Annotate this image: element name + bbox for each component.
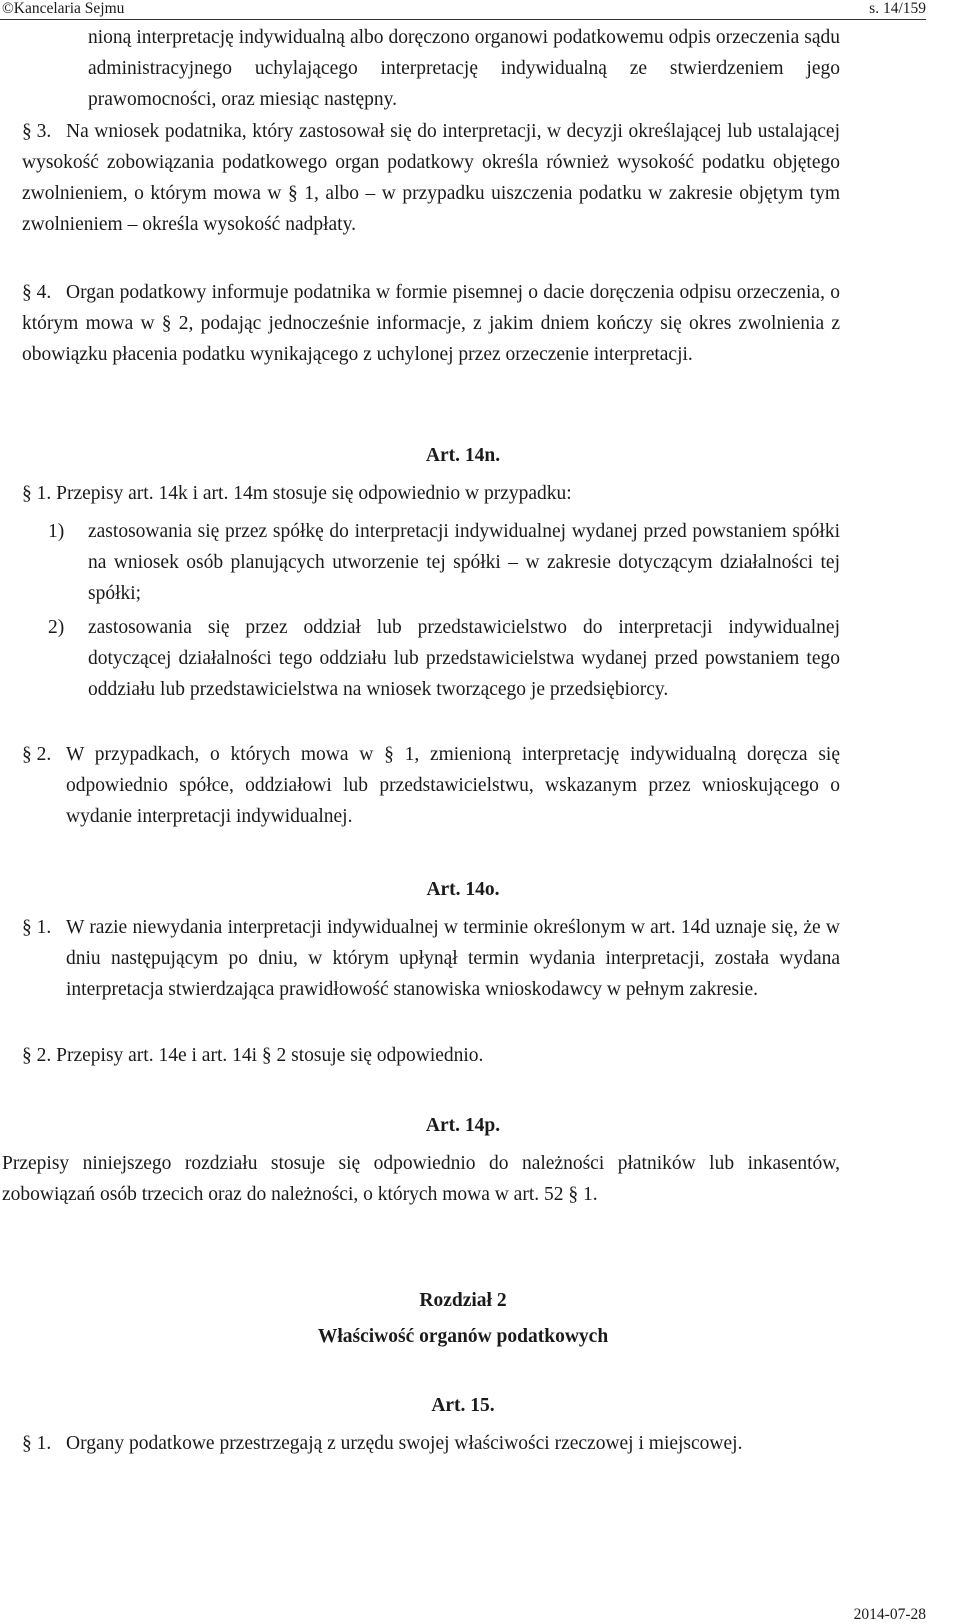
header-copyright: ©Kancelaria Sejmu (2, 0, 125, 17)
chapter-title: Właściwość organów podatkowych (317, 1326, 609, 1347)
article-14n-par1: § 1. Przepisy art. 14k i art. 14m stosuje się odpowiednio w przypadku: (22, 483, 572, 504)
article-15-title: Art. 15. (431, 1395, 495, 1416)
par4-text: Organ podatkowy informuje podatnika w formie pisemnej o dacie doręczenia odpisu orzeczenia, o którym mowa w § 2, podając jednocześnie informacje, z jakim dniem kończy się okres zwolnienia z obowiązku płacenia podatku wynikającego z uchylonej przez orzeczenie interpretacji. (22, 282, 840, 365)
intro-continuation: nioną interpretację indywidualną albo doręczono organowi podatkowemu odpis orzeczenia sądu administracyjnego uchylającego interpretację indywidualną ze stwierdzeniem jego prawomocności, oraz miesiąc następny. (88, 27, 840, 110)
article-15-par1-text: Organy podatkowe przestrzegają z urzędu swojej właściwości rzeczowej i miejscowej. (66, 1433, 743, 1454)
chapter-number: Rozdział 2 (419, 1290, 507, 1311)
article-14o-par2: § 2. Przepisy art. 14e i art. 14i § 2 stosuje się odpowiednio. (22, 1045, 484, 1066)
par3-text: Na wniosek podatnika, który zastosował się do interpretacji, w decyzji określającej lub ustalającej wysokość zobowiązania podatkowego organ podatkowy określa również wysokość podatku objętego zwolnieniem, o którym mowa w § 1, albo – w przypadku uiszczenia podatku w zakresie objętym tym zwolnieniem – określa wysokość nadpłaty. (22, 121, 840, 235)
article-14o-title: Art. 14o. (426, 879, 500, 900)
footer-date: 2014-07-28 (853, 1606, 926, 1623)
article-14n-item2-marker: 2) (48, 617, 65, 638)
article-14o-par1-text: W razie niewydania interpretacji indywidualnej w terminie określonym w art. 14d uznaje się, że w dniu następującym po dniu, w którym upłynął termin wydania interpretacji, została wydana interpretacja stwierdzająca prawidłowość stanowiska wnioskodawcy w pełnym zakresie. (66, 917, 840, 1000)
article-14o-par1-marker: § 1. (22, 917, 52, 938)
par3-marker: § 3. (22, 121, 52, 142)
article-14n-par2-marker: § 2. (22, 744, 52, 765)
article-14n-item2-text: zastosowania się przez oddział lub przedstawicielstwo do interpretacji indywidualnej dotyczącej działalności tego oddziału lub przedstawicielstwa wydanej przed powstaniem tego oddziału lub przedstawicielstwa na wniosek tworzącego je przedsiębiorcy. (88, 617, 840, 700)
article-14p-text: Przepisy niniejszego rozdziału stosuje się odpowiednio do należności płatników lub inkasentów, zobowiązań osób trzecich oraz do należności, o których mowa w art. 52 § 1. (2, 1153, 840, 1205)
par4-marker: § 4. (22, 282, 52, 303)
article-15-par1-marker: § 1. (22, 1433, 52, 1454)
article-14p-title: Art. 14p. (425, 1115, 501, 1136)
article-14n-par2-text: W przypadkach, o których mowa w § 1, zmienioną interpretację indywidualną doręcza się odpowiednio spółce, oddziałowi lub przedstawicielstwu, wskazanym przez wnioskującego o wydanie interpretacji indywidualnej. (66, 744, 840, 827)
article-14n-title: Art. 14n. (425, 445, 501, 466)
header-page-number: s. 14/159 (869, 0, 926, 17)
article-14n-item1-marker: 1) (48, 521, 65, 542)
article-14n-item1-text: zastosowania się przez spółkę do interpretacji indywidualnej wydanej przed powstaniem spółki na wniosek osób planujących utworzenie tej spółki – w zakresie dotyczącym działalności tej spółki; (88, 521, 840, 604)
header-divider (0, 19, 926, 20)
